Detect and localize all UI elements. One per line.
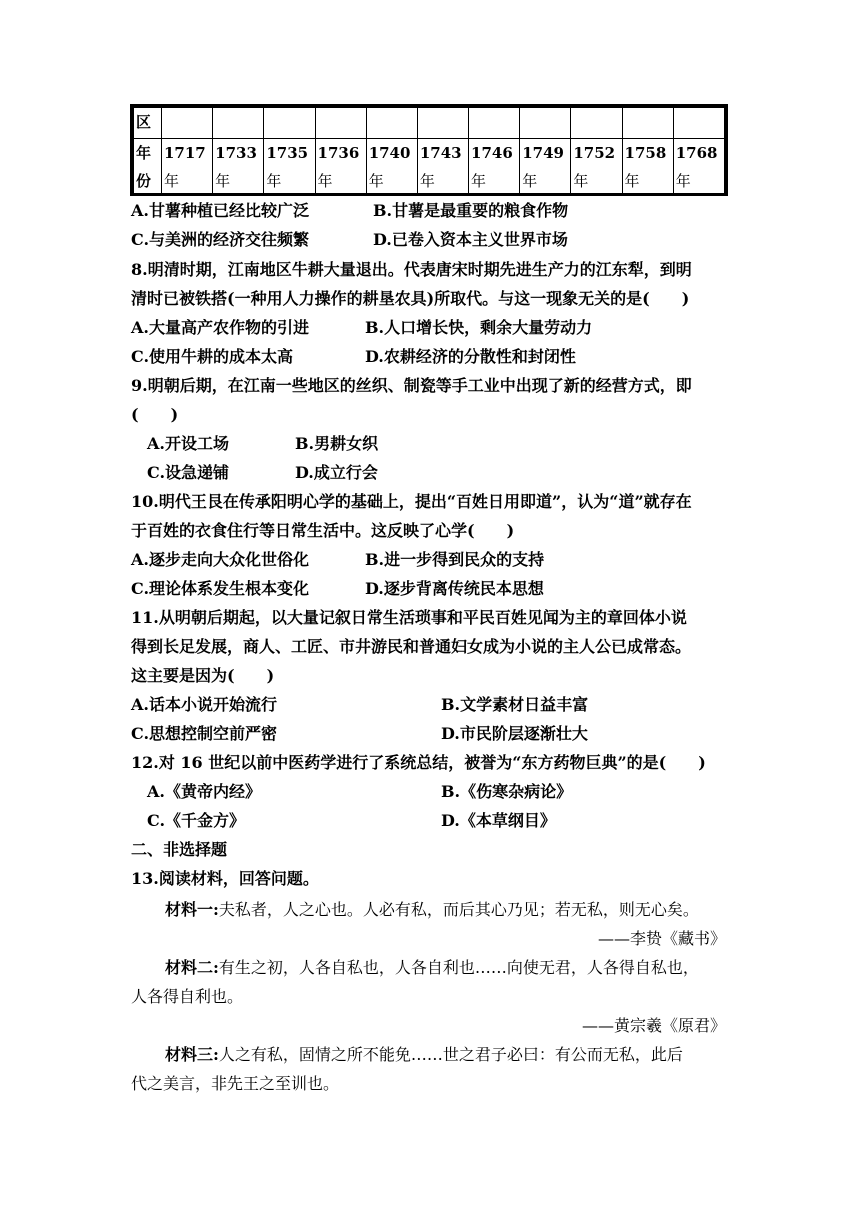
table-header-region: 区 <box>134 108 162 139</box>
table-cell <box>315 108 366 139</box>
material-2 <box>165 956 699 980</box>
q9-option-a: A.开设工场 <box>147 434 229 453</box>
table-cell-year: 1752 年 <box>571 139 622 196</box>
material-2-text-line1: 有生之初，人各自私也，人各自利也……向使无君，人各得自私也， <box>218 958 699 977</box>
material-3-label: 材料三: <box>165 1045 219 1064</box>
q8-option-d: D.农耕经济的分散性和封闭性 <box>365 347 576 366</box>
table-cell-year: 1733 年 <box>213 139 264 196</box>
q11-option-d: D.市民阶层逐渐壮大 <box>441 724 588 743</box>
table-cell-year: 1743 年 <box>417 139 468 196</box>
table-cell-year: 1717 年 <box>162 139 213 196</box>
q7-option-a: A.甘薯种植已经比较广泛 <box>131 201 309 220</box>
table-cell-year: 1735 年 <box>264 139 315 196</box>
q7-option-c: C.与美洲的经济交往频繁 <box>131 230 310 249</box>
q10-option-d: D.逐步背离传统民本思想 <box>365 579 544 598</box>
table-cell <box>520 108 571 139</box>
q11-option-b: B.文学素材日益丰富 <box>441 695 589 714</box>
q10-stem-line1: 10.明代王艮在传承阳明心学的基础上，提出“百姓日用即道”，认为“道”就存在 <box>131 492 692 511</box>
material-3 <box>165 1043 683 1067</box>
material-1-label: 材料一: <box>165 900 219 919</box>
q7-option-b: B.甘薯是最重要的粮食作物 <box>373 201 569 220</box>
table-cell-year: 1749 年 <box>520 139 571 196</box>
q9-stem-line1: 9.明朝后期，在江南一些地区的丝织、制瓷等手工业中出现了新的经营方式，即 <box>131 376 692 395</box>
table-cell-year: 1740 年 <box>366 139 417 196</box>
table-cell <box>469 108 520 139</box>
table-cell-year: 1768 年 <box>673 139 724 196</box>
table-cell-year: 1758 年 <box>622 139 673 196</box>
q12-option-c: C.《千金方》 <box>147 811 246 830</box>
table-cell <box>162 108 213 139</box>
q9-option-c: C.设急递铺 <box>147 463 230 482</box>
material-1-text: 夫私者，人之心也。人必有私，而后其心乃见；若无私，则无心矣。 <box>218 900 699 919</box>
section-heading: 二、非选择题 <box>131 840 228 859</box>
q11-option-c: C.思想控制空前严密 <box>131 724 278 743</box>
q8-option-b: B.人口增长快，剩余大量劳动力 <box>365 318 593 337</box>
table-row-year <box>134 139 725 196</box>
q9-option-b: B.男耕女织 <box>295 434 379 453</box>
table-cell <box>417 108 468 139</box>
q8-option-c: C.使用牛耕的成本太高 <box>131 347 294 366</box>
material-3-text-line1: 人之有私，固情之所不能免……世之君子必曰：有公而无私，此后 <box>218 1045 683 1064</box>
material-1 <box>165 898 699 922</box>
q12-option-a: A.《黄帝内经》 <box>147 782 261 801</box>
table-cell <box>213 108 264 139</box>
q10-option-b: B.进一步得到民众的支持 <box>365 550 545 569</box>
q11-option-a: A.话本小说开始流行 <box>131 695 277 714</box>
q11-stem-line1: 11.从明朝后期起，以大量记叙日常生活琐事和平民百姓见闻为主的章回体小说 <box>131 608 687 627</box>
q12-option-b: B.《伤寒杂病论》 <box>441 782 573 801</box>
material-2-label: 材料二: <box>165 958 219 977</box>
q10-option-a: A.逐步走向大众化世俗化 <box>131 550 309 569</box>
table-header-year: 年 份 <box>134 139 162 196</box>
q10-stem-line2: 于百姓的衣食住行等日常生活中。这反映了心学( ) <box>131 521 515 540</box>
q12-stem-line1: 12.对 16 世纪以前中医药学进行了系统总结，被誉为“东方药物巨典”的是( ) <box>131 753 706 772</box>
q8-stem-line1: 8.明清时期，江南地区牛耕大量退出。代表唐宋时期先进生产力的江东犁，到明 <box>131 260 692 279</box>
q9-option-d: D.成立行会 <box>295 463 378 482</box>
table-cell <box>673 108 724 139</box>
q13-stem: 13.阅读材料，回答问题。 <box>131 869 319 888</box>
q7-option-d: D.已卷入资本主义世界市场 <box>373 230 568 249</box>
table-cell <box>622 108 673 139</box>
table-cell-year: 1736 年 <box>315 139 366 196</box>
material-2-text-line2: 人各得自利也。 <box>131 987 244 1006</box>
q8-stem-line2: 清时已被铁搭(一种用人力操作的耕垦农具)所取代。与这一现象无关的是( ) <box>131 289 690 308</box>
table-cell <box>366 108 417 139</box>
q12-option-d: D.《本草纲目》 <box>441 811 556 830</box>
table-row-region <box>134 108 725 139</box>
table-cell-year: 1746 年 <box>469 139 520 196</box>
data-table <box>130 104 728 196</box>
q11-stem-line2: 得到长足发展，商人、工匠、市井游民和普通妇女成为小说的主人公已成常态。 <box>131 637 692 656</box>
table-cell <box>571 108 622 139</box>
material-2-source: ——黄宗羲《原君》 <box>581 1016 726 1035</box>
q9-stem-line2: ( ) <box>131 405 179 424</box>
material-3-text-line2: 代之美言，非先王之至训也。 <box>131 1074 340 1093</box>
material-1-source: ——李贽《藏书》 <box>597 929 726 948</box>
q10-option-c: C.理论体系发生根本变化 <box>131 579 310 598</box>
q11-stem-line3: 这主要是因为( ) <box>131 666 275 685</box>
table-cell <box>264 108 315 139</box>
q8-option-a: A.大量高产农作物的引进 <box>131 318 309 337</box>
